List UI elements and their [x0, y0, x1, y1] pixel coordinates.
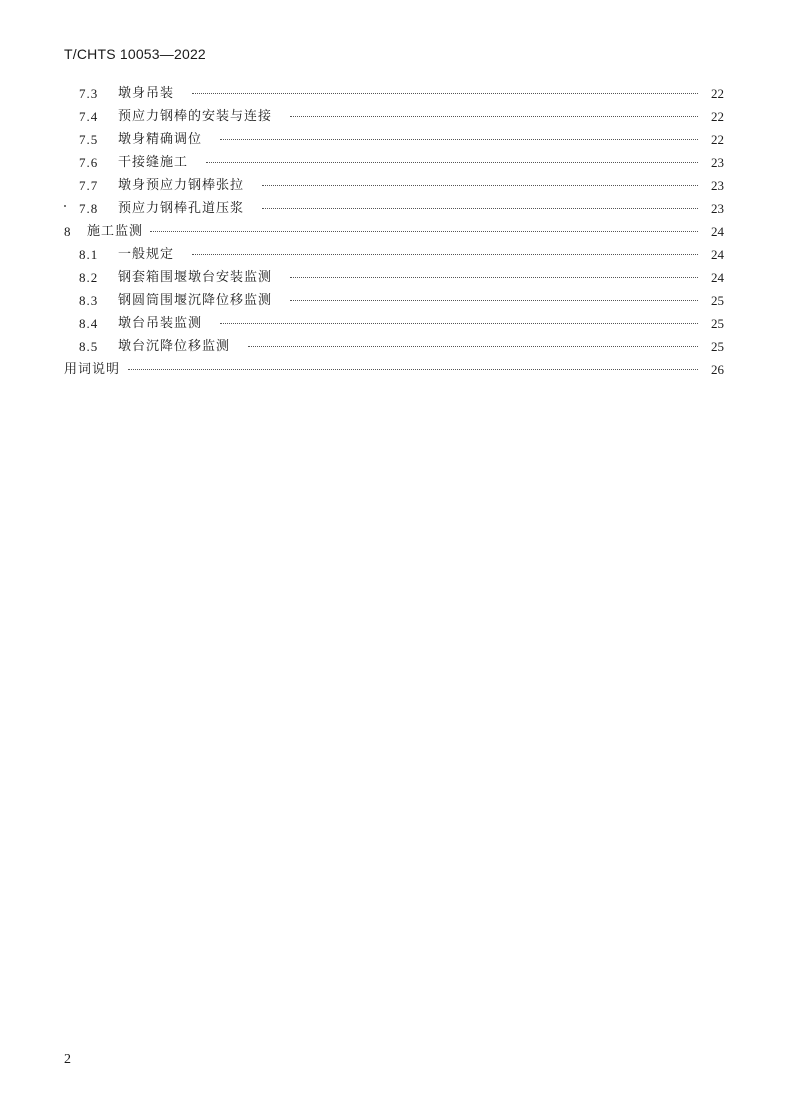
- toc-entry-title: 墩台吊装监测: [118, 316, 203, 331]
- document-header-id: T/CHTS 10053—2022: [64, 46, 206, 62]
- toc-entry-number: 7.4: [79, 109, 99, 124]
- toc-entry-title: 预应力钢棒孔道压浆: [118, 201, 245, 216]
- toc-dot-leader: [290, 300, 698, 301]
- toc-entry-number: 8.4: [79, 316, 99, 331]
- toc-entry[interactable]: [0, 266, 790, 289]
- toc-dot-leader: [192, 254, 698, 255]
- toc-entry-page: 22: [711, 132, 724, 147]
- toc-entry-title: 墩台沉降位移监测: [118, 339, 231, 354]
- toc-dot-leader: [220, 139, 698, 140]
- toc-entry[interactable]: [0, 174, 790, 197]
- toc-dot-leader: [206, 162, 698, 163]
- toc-dot-leader: [290, 277, 698, 278]
- toc-entry-number: 8.1: [79, 247, 99, 262]
- toc-entry[interactable]: [0, 243, 790, 266]
- toc-entry[interactable]: [0, 82, 790, 105]
- toc-entry[interactable]: [0, 312, 790, 335]
- toc-dot-leader: [192, 93, 698, 94]
- toc-entry[interactable]: [0, 151, 790, 174]
- toc-dot-leader: [220, 323, 698, 324]
- toc-dot-leader: [128, 369, 698, 370]
- toc-entry-title: 用词说明: [64, 362, 121, 377]
- toc-entry-page: 25: [711, 293, 724, 308]
- toc-entry-page: 23: [711, 201, 724, 216]
- toc-entry-page: 25: [711, 316, 724, 331]
- toc-entry-number: 7.7: [79, 178, 99, 193]
- toc-dot-leader: [248, 346, 698, 347]
- toc-entry-page: 24: [711, 224, 724, 239]
- toc-entry-page: 23: [711, 178, 724, 193]
- toc-entry-number: 7.3: [79, 86, 99, 101]
- toc-entry-number: 8.3: [79, 293, 99, 308]
- toc-entry-title: 施工监测: [87, 224, 144, 239]
- toc-entry-number: 8.2: [79, 270, 99, 285]
- toc-entry[interactable]: [0, 197, 790, 220]
- toc-entry-page: 24: [711, 247, 724, 262]
- toc-entry-number: 7.8: [79, 201, 99, 216]
- toc-entry-title: 墩身吊装: [118, 86, 175, 101]
- toc-entry-page: 22: [711, 109, 724, 124]
- toc-entry-page: 24: [711, 270, 724, 285]
- toc-entry[interactable]: [0, 220, 790, 243]
- toc-entry[interactable]: [0, 358, 790, 381]
- toc-entry-title: 预应力钢棒的安装与连接: [118, 109, 273, 124]
- toc-entry-page: 23: [711, 155, 724, 170]
- toc-entry-number: 8: [64, 224, 72, 239]
- toc-dot-leader: [262, 208, 698, 209]
- toc-entry-page: 26: [711, 362, 724, 377]
- toc-entry-title: 钢圆筒围堰沉降位移监测: [118, 293, 273, 308]
- toc-dot-leader: [262, 185, 698, 186]
- toc-entry[interactable]: [0, 105, 790, 128]
- toc-entry-page: 22: [711, 86, 724, 101]
- toc-entry[interactable]: [0, 289, 790, 312]
- toc-entry-number: 7.6: [79, 155, 99, 170]
- toc-entry-title: 一般规定: [118, 247, 175, 262]
- toc-entry-number: 8.5: [79, 339, 99, 354]
- toc-entry-title: 墩身预应力钢棒张拉: [118, 178, 245, 193]
- toc-entry[interactable]: [0, 128, 790, 151]
- toc-entry-number: 7.5: [79, 132, 99, 147]
- toc-dot-leader: [290, 116, 698, 117]
- toc-entry[interactable]: [0, 335, 790, 358]
- toc-entry-title: 墩身精确调位: [118, 132, 203, 147]
- toc-entry-title: 钢套箱围堰墩台安装监测: [118, 270, 273, 285]
- toc-entry-title: 干接缝施工: [118, 155, 189, 170]
- toc-dot-leader: [150, 231, 698, 232]
- page-number: 2: [64, 1052, 71, 1067]
- toc-entry-page: 25: [711, 339, 724, 354]
